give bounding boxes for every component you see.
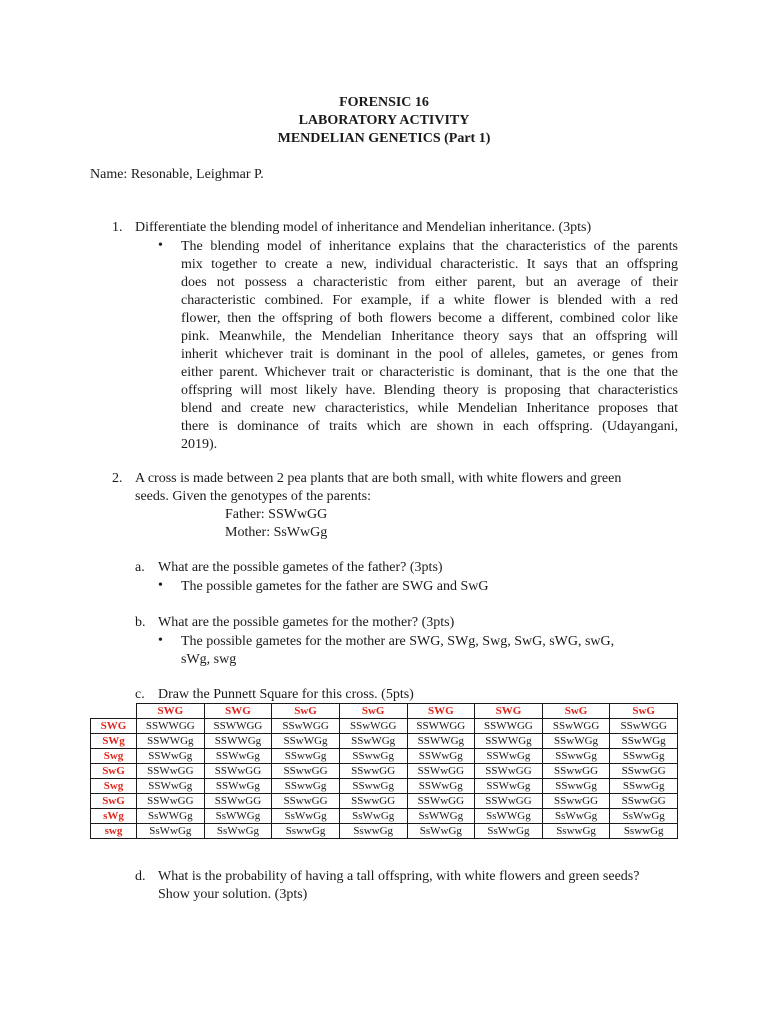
punnett-cell: SSwWGg bbox=[339, 734, 407, 749]
punnett-row bbox=[91, 779, 678, 794]
punnett-col-header: SWG bbox=[407, 704, 475, 719]
punnett-cell: SSWwGG bbox=[204, 794, 272, 809]
q2b-question: What are the possible gametes for the mother? (3pts) bbox=[158, 615, 455, 630]
punnett-cell: SSWwGg bbox=[407, 749, 475, 764]
punnett-col-header: SwG bbox=[339, 704, 407, 719]
q1-answer bbox=[181, 238, 678, 454]
q1-answer-line: mix together to create a new, individual characteristic. It says that an offspring bbox=[181, 257, 678, 272]
punnett-cell: SsWwGg bbox=[610, 809, 678, 824]
punnett-cell: SsWwGg bbox=[137, 824, 205, 839]
punnett-cell: SSWwGg bbox=[204, 749, 272, 764]
punnett-cell: SSWwGG bbox=[204, 764, 272, 779]
punnett-cell: SSWwGg bbox=[137, 779, 205, 794]
punnett-row-header: SWg bbox=[91, 734, 137, 749]
q2a-question: What are the possible gametes of the father? (3pts) bbox=[158, 560, 443, 575]
punnett-cell: SSWWGG bbox=[475, 719, 543, 734]
punnett-cell: SSWWGg bbox=[137, 734, 205, 749]
punnett-row bbox=[91, 794, 678, 809]
punnett-header-row bbox=[91, 704, 678, 719]
q1-answer-line: does not possess a characteristic from either parent, but an average of their bbox=[181, 275, 678, 290]
punnett-cell: SSWwGg bbox=[407, 779, 475, 794]
punnett-cell: SSwWGG bbox=[542, 719, 610, 734]
punnett-cell: SSwwGG bbox=[339, 794, 407, 809]
punnett-cell: SSwwGg bbox=[610, 749, 678, 764]
punnett-cell: SSwwGg bbox=[272, 749, 340, 764]
q1-answer-line: characteristic combined. For example, if a white flower is blended with a red bbox=[181, 293, 678, 308]
punnett-cell: SSWwGg bbox=[475, 749, 543, 764]
punnett-cell: SSwwGG bbox=[610, 764, 678, 779]
punnett-cell: SsWWGg bbox=[137, 809, 205, 824]
punnett-cell: SsWwGg bbox=[407, 824, 475, 839]
punnett-cell: SSwwGG bbox=[542, 794, 610, 809]
punnett-cell: SSwwGg bbox=[272, 779, 340, 794]
punnett-cell: SSWwGg bbox=[137, 749, 205, 764]
punnett-row-header: Swg bbox=[91, 779, 137, 794]
q1-number: 1. bbox=[112, 220, 123, 235]
punnett-cell: SSwwGG bbox=[339, 764, 407, 779]
q2b-label: b. bbox=[135, 615, 146, 630]
punnett-row bbox=[91, 749, 678, 764]
punnett-corner bbox=[91, 704, 137, 719]
punnett-cell: SSwwGg bbox=[339, 779, 407, 794]
punnett-cell: SSwwGG bbox=[272, 794, 340, 809]
punnett-cell: SswwGg bbox=[272, 824, 340, 839]
punnett-cell: SsWWGg bbox=[407, 809, 475, 824]
punnett-cell: SSWwGG bbox=[475, 794, 543, 809]
punnett-cell: SSwWGG bbox=[272, 719, 340, 734]
punnett-cell: SsWWGg bbox=[475, 809, 543, 824]
punnett-cell: SSwwGg bbox=[542, 749, 610, 764]
punnett-cell: SsWwGg bbox=[272, 809, 340, 824]
doc-title-course: FORENSIC 16 bbox=[339, 95, 429, 110]
punnett-cell: SSwwGg bbox=[610, 779, 678, 794]
mother-genotype: Mother: SsWwGg bbox=[225, 525, 328, 540]
punnett-cell: SsWWGg bbox=[204, 809, 272, 824]
punnett-cell: SsWwGg bbox=[339, 809, 407, 824]
punnett-cell: SswwGg bbox=[339, 824, 407, 839]
doc-title-topic: MENDELIAN GENETICS (Part 1) bbox=[277, 131, 491, 146]
punnett-row-header: swg bbox=[91, 824, 137, 839]
punnett-cell: SsWwGg bbox=[475, 824, 543, 839]
punnett-cell: SSwWGg bbox=[272, 734, 340, 749]
punnett-cell: SsWwGg bbox=[204, 824, 272, 839]
punnett-cell: SSwWGg bbox=[542, 734, 610, 749]
punnett-cell: SSwwGg bbox=[339, 749, 407, 764]
q2a-label: a. bbox=[135, 560, 145, 575]
punnett-cell: SSWwGg bbox=[475, 779, 543, 794]
punnett-cell: SSWwGG bbox=[407, 794, 475, 809]
punnett-col-header: SwG bbox=[542, 704, 610, 719]
punnett-col-header: SWG bbox=[204, 704, 272, 719]
punnett-cell: SSWwGG bbox=[407, 764, 475, 779]
punnett-row bbox=[91, 824, 678, 839]
punnett-cell: SSWWGG bbox=[407, 719, 475, 734]
q1-answer-line: 2019). bbox=[181, 437, 218, 452]
punnett-cell: SSwwGG bbox=[610, 794, 678, 809]
q2b-answer-line1: The possible gametes for the mother are SWG, SWg, Swg, SwG, sWG, swG, bbox=[181, 634, 615, 649]
punnett-row-header: SwG bbox=[91, 794, 137, 809]
punnett-row-header: SWG bbox=[91, 719, 137, 734]
bullet-icon: • bbox=[158, 633, 163, 648]
punnett-cell: SSWWGg bbox=[407, 734, 475, 749]
q1-answer-line: The blending model of inheritance explains that the characteristics of the parents bbox=[181, 239, 678, 254]
q1-answer-line: inherit whichever trait is dominant in the pool of alleles, gametes, or genes from bbox=[181, 347, 678, 362]
punnett-row-header: Swg bbox=[91, 749, 137, 764]
q1-answer-line: flower, then the offspring of both flowers become a different, combined color like bbox=[181, 311, 678, 326]
q1-question: Differentiate the blending model of inheritance and Mendelian inheritance. (3pts) bbox=[135, 220, 592, 235]
punnett-cell: SSwwGG bbox=[272, 764, 340, 779]
punnett-cell: SswwGg bbox=[610, 824, 678, 839]
punnett-row-header: SwG bbox=[91, 764, 137, 779]
punnett-cell: SSwwGG bbox=[542, 764, 610, 779]
punnett-cell: SSwWGG bbox=[339, 719, 407, 734]
doc-title-activity: LABORATORY ACTIVITY bbox=[298, 113, 470, 128]
punnett-cell: SSwWGg bbox=[610, 734, 678, 749]
punnett-cell: SSWwGG bbox=[137, 764, 205, 779]
punnett-col-header: SWG bbox=[137, 704, 205, 719]
punnett-cell: SSWWGg bbox=[204, 734, 272, 749]
q1-answer-line: there is dominance of traits which are shown in each offspring. (Udayangani, bbox=[181, 419, 678, 434]
punnett-cell: SSWWGG bbox=[204, 719, 272, 734]
punnett-cell: SsWwGg bbox=[542, 809, 610, 824]
q2b-answer-line2: sWg, swg bbox=[181, 652, 237, 667]
q1-answer-line: either parent. Whichever trait or characteristic is dominant, that is the one that the bbox=[181, 365, 678, 380]
punnett-cell: SSwWGG bbox=[610, 719, 678, 734]
q1-answer-line: blend and create new characteristics, while Mendelian Inheritance proposes that bbox=[181, 401, 678, 416]
punnett-row bbox=[91, 809, 678, 824]
q1-answer-line: offspring will most likely have. Blending theory is proposing that characteristics bbox=[181, 383, 678, 398]
bullet-icon: • bbox=[158, 578, 163, 593]
q2-question-line2: seeds. Given the genotypes of the parents: bbox=[135, 489, 371, 504]
punnett-cell: SSWwGG bbox=[137, 794, 205, 809]
punnett-row bbox=[91, 764, 678, 779]
punnett-cell: SSWWGG bbox=[137, 719, 205, 734]
bullet-icon: • bbox=[158, 238, 163, 253]
punnett-row bbox=[91, 719, 678, 734]
punnett-cell: SswwGg bbox=[542, 824, 610, 839]
q2a-answer: The possible gametes for the father are SWG and SwG bbox=[181, 579, 489, 594]
q2d-question-line1: What is the probability of having a tall offspring, with white flowers and green seeds? bbox=[158, 869, 640, 884]
punnett-cell: SSWWGg bbox=[475, 734, 543, 749]
punnett-cell: SSWwGG bbox=[475, 764, 543, 779]
q2d-label: d. bbox=[135, 869, 146, 884]
punnett-col-header: SwG bbox=[610, 704, 678, 719]
father-genotype: Father: SSWwGG bbox=[225, 507, 328, 522]
punnett-cell: SSwwGg bbox=[542, 779, 610, 794]
q2d-question-line2: Show your solution. (3pts) bbox=[158, 887, 308, 902]
punnett-row-header: sWg bbox=[91, 809, 137, 824]
punnett-cell: SSWwGg bbox=[204, 779, 272, 794]
punnett-row bbox=[91, 734, 678, 749]
q2c-label: c. bbox=[135, 687, 145, 702]
q2c-question: Draw the Punnett Square for this cross. (5pts) bbox=[158, 687, 414, 702]
q2-question-line1: A cross is made between 2 pea plants that are both small, with white flowers and green bbox=[135, 471, 622, 486]
punnett-col-header: SWG bbox=[475, 704, 543, 719]
punnett-square bbox=[90, 703, 678, 839]
student-name: Name: Resonable, Leighmar P. bbox=[90, 167, 264, 182]
punnett-col-header: SwG bbox=[272, 704, 340, 719]
q1-answer-line: pink. Meanwhile, the Mendelian Inheritance theory says that an offspring will bbox=[181, 329, 678, 344]
q2-number: 2. bbox=[112, 471, 123, 486]
